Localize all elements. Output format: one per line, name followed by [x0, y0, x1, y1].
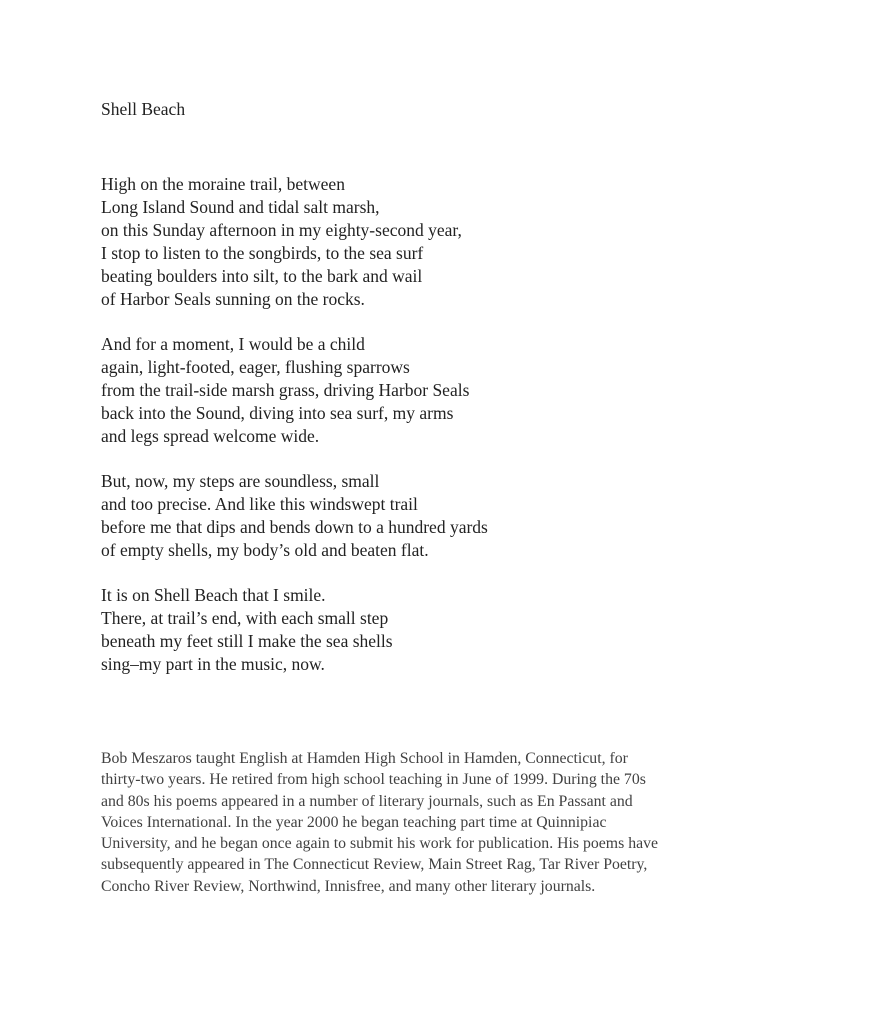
poem-stanza — [101, 584, 791, 676]
poem-line: Long Island Sound and tidal salt marsh, — [101, 197, 380, 217]
poem-title: Shell Beach — [101, 99, 186, 119]
poem-line: back into the Sound, diving into sea surf, my arms — [101, 403, 454, 423]
poem-line: High on the moraine trail, between — [101, 174, 345, 194]
bio-line: Bob Meszaros taught English at Hamden High School in Hamden, Connecticut, for — [101, 750, 628, 767]
poem-line: on this Sunday afternoon in my eighty-second year, — [101, 220, 462, 240]
poem-line: from the trail-side marsh grass, driving Harbor Seals — [101, 380, 470, 400]
poem-line: and legs spread welcome wide. — [101, 426, 320, 446]
poem-stanza — [101, 333, 791, 448]
poem-line: It is on Shell Beach that I smile. — [101, 585, 326, 605]
bio-line: subsequently appeared in The Connecticut Review, Main Street Rag, Tar River Poetry, — [101, 856, 648, 874]
poem-line: There, at trail’s end, with each small step — [101, 608, 389, 628]
bio-line: Voices International. In the year 2000 he began teaching part time at Quinnipiac — [101, 813, 607, 831]
bio-line: Concho River Review, Northwind, Innisfree, and many other literary journals. — [101, 877, 596, 895]
poem-line: I stop to listen to the songbirds, to the sea surf — [101, 243, 424, 263]
poem-line: But, now, my steps are soundless, small — [101, 471, 380, 491]
poem-line: and too precise. And like this windswept trail — [101, 494, 418, 514]
bio-line: and 80s his poems appeared in a number of literary journals, such as En Passant and — [101, 792, 633, 810]
document-content — [101, 98, 791, 897]
poem-line: of empty shells, my body’s old and beaten flat. — [101, 540, 429, 560]
poem-line: of Harbor Seals sunning on the rocks. — [101, 289, 365, 309]
author-bio — [101, 748, 791, 897]
poem-line: before me that dips and bends down to a hundred yards — [101, 517, 488, 537]
poem-line: And for a moment, I would be a child — [101, 334, 365, 354]
bio-line: thirty-two years. He retired from high school teaching in June of 1999. During the 70s — [101, 771, 646, 789]
poem-line: again, light-footed, eager, flushing sparrows — [101, 357, 410, 377]
poem-line: sing–my part in the music, now. — [101, 654, 325, 674]
bio-line: University, and he began once again to submit his work for publication. His poems have — [101, 835, 659, 853]
poem-stanza — [101, 470, 791, 562]
poem-stanzas — [101, 173, 791, 676]
poem-line: beating boulders into silt, to the bark and wail — [101, 266, 423, 286]
poem-stanza — [101, 173, 791, 311]
poem-line: beneath my feet still I make the sea shells — [101, 631, 393, 651]
